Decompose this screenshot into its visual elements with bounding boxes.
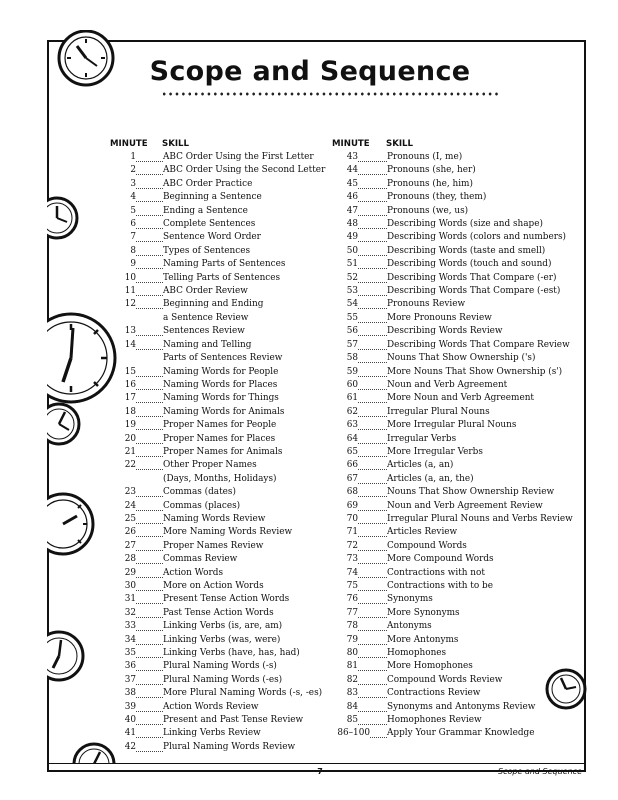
dot-leader bbox=[136, 723, 163, 725]
skill-name: More Pronouns Review bbox=[387, 312, 492, 323]
page-number: 7 bbox=[317, 767, 323, 776]
minute-number: 1 bbox=[130, 152, 136, 162]
skill-name: Describing Words That Compare (-er) bbox=[387, 272, 557, 283]
dot-leader bbox=[136, 227, 163, 229]
dot-leader bbox=[358, 576, 387, 578]
minute-number: 25 bbox=[124, 513, 136, 524]
dot-leader bbox=[358, 294, 387, 296]
minute-number: 45 bbox=[346, 178, 358, 189]
footer-rule bbox=[47, 763, 586, 764]
skill-name: ABC Order Using the Second Letter bbox=[163, 165, 326, 176]
skill-name: Commas Review bbox=[163, 554, 238, 565]
dot-leader bbox=[358, 267, 387, 269]
skill-name: Proper Names for People bbox=[163, 420, 277, 431]
skill-name: Action Words Review bbox=[163, 701, 259, 712]
minute-number: 65 bbox=[346, 446, 358, 457]
minute-number: 62 bbox=[346, 406, 358, 417]
clock-icon bbox=[47, 628, 85, 684]
skill-name: Irregular Plural Nouns and Verbs Review bbox=[387, 513, 573, 524]
minute-number: 78 bbox=[346, 621, 358, 632]
skill-name: Naming Words for Places bbox=[163, 379, 278, 390]
minute-number: 4 bbox=[130, 192, 136, 203]
skill-name: Pronouns (he, him) bbox=[387, 178, 473, 189]
minute-number: 43 bbox=[346, 152, 358, 162]
skill-name: More Compound Words bbox=[387, 554, 494, 565]
skill-name: Nouns That Show Ownership ('s) bbox=[387, 353, 536, 364]
minute-number: 13 bbox=[124, 326, 136, 337]
minute-number: 84 bbox=[346, 701, 358, 712]
dot-leader bbox=[358, 200, 387, 202]
dot-leader bbox=[136, 334, 163, 336]
skill-name: Antonyms bbox=[387, 621, 432, 632]
dot-leader bbox=[358, 187, 387, 189]
minute-number: 23 bbox=[124, 487, 136, 498]
dot-leader bbox=[358, 348, 387, 350]
dot-leader bbox=[358, 240, 387, 242]
skill-name: Homophones bbox=[387, 648, 447, 659]
dot-leader bbox=[358, 710, 387, 712]
skill-name: Naming Parts of Sentences bbox=[163, 259, 286, 270]
dot-leader bbox=[136, 442, 163, 444]
skill-name: Nouns That Show Ownership Review bbox=[387, 487, 555, 498]
skill-name: Sentences Review bbox=[163, 326, 245, 337]
skill-name: Homophones Review bbox=[387, 715, 482, 726]
skill-name: Contractions Review bbox=[387, 688, 481, 699]
minute-number: 86–100 bbox=[337, 728, 370, 739]
minute-number: 19 bbox=[124, 420, 136, 431]
dot-leader bbox=[358, 629, 387, 631]
clock-icon bbox=[47, 400, 83, 448]
minute-number: 68 bbox=[346, 487, 358, 498]
minute-number: 46 bbox=[346, 192, 358, 203]
minute-number: 66 bbox=[346, 460, 358, 471]
skill-name: Pronouns (they, them) bbox=[387, 192, 487, 203]
skill-name: Commas (places) bbox=[163, 500, 241, 511]
skill-name: Beginning a Sentence bbox=[163, 192, 262, 203]
title-underline bbox=[161, 92, 499, 96]
minute-number: 85 bbox=[346, 715, 358, 726]
minute-number: 9 bbox=[130, 259, 136, 270]
minute-number: 54 bbox=[346, 299, 358, 310]
skill-name: Types of Sentences bbox=[163, 245, 251, 256]
skill-name: Ending a Sentence bbox=[163, 205, 248, 216]
clock-icon bbox=[544, 667, 588, 711]
skill-name: Synonyms bbox=[387, 594, 433, 605]
skill-name: Articles (a, an, the) bbox=[387, 473, 474, 484]
skill-name: Linking Verbs (was, were) bbox=[163, 634, 281, 645]
dot-leader bbox=[358, 227, 387, 229]
dot-leader bbox=[358, 415, 387, 417]
skill-name: Plural Naming Words (-s) bbox=[163, 661, 277, 672]
minute-number: 18 bbox=[124, 406, 136, 417]
minute-number: 36 bbox=[124, 661, 136, 672]
minute-number: 34 bbox=[124, 634, 136, 645]
skill-name: Contractions with to be bbox=[387, 581, 493, 591]
skill-name: Proper Names Review bbox=[163, 540, 264, 551]
skill-name: More Synonyms bbox=[387, 607, 460, 618]
dot-leader bbox=[136, 696, 163, 698]
skill-name: More Homophones bbox=[387, 661, 473, 672]
dot-leader bbox=[136, 589, 163, 591]
skill-name: ABC Order Review bbox=[163, 286, 248, 297]
skill-name: Pronouns (she, her) bbox=[387, 165, 476, 176]
dot-leader bbox=[358, 254, 387, 256]
minute-number: 49 bbox=[346, 232, 358, 243]
dot-leader bbox=[136, 643, 163, 645]
minute-number: 20 bbox=[124, 433, 136, 444]
dot-leader bbox=[358, 616, 387, 618]
skill-name: More Irregular Verbs bbox=[387, 446, 483, 457]
dot-leader bbox=[358, 482, 387, 484]
skill-name-continued: a Sentence Review bbox=[163, 312, 249, 323]
skill-name: Sentence Word Order bbox=[163, 232, 261, 243]
skill-name: Plural Naming Words Review bbox=[163, 741, 296, 752]
dot-leader bbox=[358, 468, 387, 470]
minute-number: 74 bbox=[346, 567, 358, 578]
minute-number: 73 bbox=[346, 554, 358, 565]
dot-leader bbox=[358, 509, 387, 511]
skill-name-continued: Parts of Sentences Review bbox=[163, 353, 283, 364]
dot-leader bbox=[358, 669, 387, 671]
skill-name: More Antonyms bbox=[387, 634, 459, 645]
minute-number: 16 bbox=[124, 379, 136, 390]
skill-name: Naming Words Review bbox=[163, 513, 266, 524]
dot-leader bbox=[358, 281, 387, 283]
skill-name: Commas (dates) bbox=[163, 487, 236, 498]
minute-number: 67 bbox=[346, 473, 358, 484]
minute-number: 57 bbox=[346, 339, 358, 350]
skill-name: Beginning and Ending bbox=[163, 299, 264, 310]
minute-number: 10 bbox=[124, 272, 136, 283]
skill-name: Linking Verbs Review bbox=[163, 728, 261, 739]
dot-leader bbox=[136, 401, 163, 403]
dot-leader bbox=[136, 375, 163, 377]
skill-name: Present Tense Action Words bbox=[163, 594, 290, 605]
skill-name: Other Proper Names bbox=[163, 460, 257, 471]
dot-leader bbox=[136, 710, 163, 712]
minute-number: 29 bbox=[124, 567, 136, 578]
skill-name: Describing Words Review bbox=[387, 326, 503, 337]
minute-number: 76 bbox=[346, 594, 358, 605]
skill-name: Irregular Plural Nouns bbox=[387, 406, 490, 417]
dot-leader bbox=[136, 602, 163, 604]
dot-leader bbox=[358, 173, 387, 175]
page-title: Scope and Sequence bbox=[149, 56, 471, 87]
dot-leader bbox=[136, 187, 163, 189]
dot-leader bbox=[136, 468, 163, 470]
minute-number: 61 bbox=[346, 393, 358, 404]
skill-name: ABC Order Using the First Letter bbox=[163, 152, 314, 162]
dot-leader bbox=[136, 736, 163, 738]
dot-leader bbox=[136, 200, 163, 202]
skill-name: Compound Words Review bbox=[387, 674, 503, 685]
minute-number: 11 bbox=[124, 286, 136, 297]
minute-number: 17 bbox=[124, 393, 136, 404]
skill-name: Compound Words bbox=[387, 540, 467, 551]
dot-leader bbox=[136, 629, 163, 631]
skill-name: Action Words bbox=[163, 567, 224, 578]
dot-leader bbox=[358, 589, 387, 591]
minute-number: 80 bbox=[346, 648, 358, 659]
skill-name: Complete Sentences bbox=[163, 219, 256, 230]
minute-number: 82 bbox=[346, 674, 358, 685]
minute-number: 71 bbox=[346, 527, 358, 538]
minute-number: 21 bbox=[124, 446, 136, 457]
dot-leader bbox=[136, 549, 163, 551]
skill-name: Present and Past Tense Review bbox=[163, 715, 304, 726]
clock-icon bbox=[47, 490, 95, 558]
minute-number: 6 bbox=[130, 219, 136, 230]
minute-number: 56 bbox=[346, 326, 358, 337]
dot-leader bbox=[136, 415, 163, 417]
skill-name: Naming Words for People bbox=[163, 366, 279, 377]
dot-leader bbox=[136, 348, 163, 350]
skill-name: Describing Words (touch and sound) bbox=[387, 259, 552, 270]
skill-name: Apply Your Grammar Knowledge bbox=[387, 728, 535, 739]
dot-leader bbox=[358, 522, 387, 524]
minute-number: 72 bbox=[346, 540, 358, 551]
skill-name: Past Tense Action Words bbox=[163, 607, 274, 618]
dot-leader bbox=[358, 160, 387, 162]
minute-number: 14 bbox=[124, 339, 136, 350]
dot-leader bbox=[136, 683, 163, 685]
clock-icon bbox=[47, 194, 81, 242]
dot-leader bbox=[136, 254, 163, 256]
dot-leader bbox=[358, 602, 387, 604]
skill-name: Naming and Telling bbox=[163, 339, 252, 350]
minute-number: 40 bbox=[124, 715, 136, 726]
skill-name: Describing Words (size and shape) bbox=[387, 219, 543, 230]
minute-number: 7 bbox=[130, 232, 136, 243]
minute-number: 47 bbox=[346, 205, 358, 216]
dot-leader bbox=[136, 522, 163, 524]
dot-leader bbox=[358, 455, 387, 457]
dot-leader bbox=[358, 334, 387, 336]
minute-number: 5 bbox=[130, 205, 136, 216]
dot-leader bbox=[136, 214, 163, 216]
minute-number: 12 bbox=[124, 299, 136, 310]
skill-name-continued: (Days, Months, Holidays) bbox=[163, 473, 277, 484]
dot-leader bbox=[136, 669, 163, 671]
skill-name: More Irregular Plural Nouns bbox=[387, 420, 517, 431]
minute-number: 38 bbox=[124, 688, 136, 699]
minute-number: 41 bbox=[124, 728, 136, 739]
skill-name: Describing Words (taste and smell) bbox=[387, 245, 546, 256]
skill-name: Synonyms and Antonyms Review bbox=[387, 701, 536, 712]
minute-number: 58 bbox=[346, 353, 358, 364]
skill-name: Linking Verbs (is, are, am) bbox=[163, 621, 283, 632]
dot-leader bbox=[358, 214, 387, 216]
dot-leader bbox=[136, 576, 163, 578]
dot-leader bbox=[358, 723, 387, 725]
dot-leader bbox=[358, 535, 387, 537]
skill-name: Pronouns (I, me) bbox=[387, 152, 463, 162]
dot-leader bbox=[136, 240, 163, 242]
dot-leader bbox=[136, 495, 163, 497]
minute-number: 52 bbox=[346, 272, 358, 283]
dot-leader bbox=[136, 616, 163, 618]
dot-leader bbox=[358, 388, 387, 390]
dot-leader bbox=[358, 442, 387, 444]
dot-leader bbox=[358, 656, 387, 658]
dot-leader bbox=[358, 361, 387, 363]
minute-number: 39 bbox=[124, 701, 136, 712]
dot-leader bbox=[358, 321, 387, 323]
minute-number: 44 bbox=[346, 165, 358, 176]
dot-leader bbox=[136, 307, 163, 309]
skill-name: Contractions with not bbox=[387, 567, 485, 578]
minute-number: 31 bbox=[124, 594, 136, 605]
minute-number: 8 bbox=[130, 245, 136, 256]
dot-leader bbox=[136, 388, 163, 390]
minute-number: 22 bbox=[124, 460, 136, 471]
minute-number: 64 bbox=[346, 433, 358, 444]
skill-name: Naming Words for Animals bbox=[163, 406, 285, 417]
dot-leader bbox=[136, 281, 163, 283]
skill-name: More on Action Words bbox=[163, 581, 264, 591]
skill-name: Describing Words That Compare Review bbox=[387, 339, 570, 350]
dot-leader bbox=[358, 307, 387, 309]
minute-number: 42 bbox=[124, 741, 136, 752]
dot-leader bbox=[358, 696, 387, 698]
skill-name: Plural Naming Words (-es) bbox=[163, 674, 283, 685]
dot-leader bbox=[136, 294, 163, 296]
skill-name: Noun and Verb Agreement Review bbox=[387, 500, 543, 511]
dot-leader bbox=[136, 562, 163, 564]
minute-number: 70 bbox=[346, 513, 358, 524]
minute-number: 59 bbox=[346, 366, 358, 377]
minute-number: 26 bbox=[124, 527, 136, 538]
skill-name: ABC Order Practice bbox=[163, 178, 253, 189]
minute-number: 50 bbox=[346, 245, 358, 256]
skill-name: Proper Names for Places bbox=[163, 433, 276, 444]
dot-leader bbox=[370, 736, 387, 738]
skill-name: Linking Verbs (have, has, had) bbox=[163, 648, 300, 659]
dot-leader bbox=[358, 401, 387, 403]
minute-number: 60 bbox=[346, 379, 358, 390]
skill-header: SKILL bbox=[162, 139, 189, 149]
dot-leader bbox=[358, 562, 387, 564]
minute-number: 3 bbox=[130, 178, 136, 189]
minute-number: 32 bbox=[124, 607, 136, 618]
skill-name: Naming Words for Things bbox=[163, 393, 279, 404]
minute-number: 77 bbox=[346, 607, 358, 618]
skill-name: Pronouns (we, us) bbox=[387, 205, 469, 216]
skill-name: Telling Parts of Sentences bbox=[163, 272, 281, 283]
dot-leader bbox=[358, 643, 387, 645]
minute-number: 2 bbox=[130, 165, 136, 176]
dot-leader bbox=[136, 173, 163, 175]
minute-number: 81 bbox=[346, 661, 358, 672]
dot-leader bbox=[136, 535, 163, 537]
minute-number: 15 bbox=[124, 366, 136, 377]
dot-leader bbox=[358, 683, 387, 685]
skill-name: Irregular Verbs bbox=[387, 433, 457, 444]
skill-name: Describing Words (colors and numbers) bbox=[387, 232, 566, 243]
minute-number: 69 bbox=[346, 500, 358, 511]
dot-leader bbox=[358, 549, 387, 551]
footer-title: Scope and Sequence bbox=[498, 767, 582, 776]
minute-number: 83 bbox=[346, 688, 358, 699]
minute-number: 63 bbox=[346, 420, 358, 431]
minute-number: 35 bbox=[124, 648, 136, 659]
minute-number: 37 bbox=[124, 674, 136, 685]
minute-number: 53 bbox=[346, 286, 358, 297]
dot-leader bbox=[358, 375, 387, 377]
skill-name: More Noun and Verb Agreement bbox=[387, 393, 534, 404]
skill-header: SKILL bbox=[386, 139, 413, 149]
skill-name: Noun and Verb Agreement bbox=[387, 379, 508, 390]
minute-header: MINUTE bbox=[332, 139, 370, 149]
skill-name: Articles (a, an) bbox=[387, 460, 454, 471]
minute-number: 24 bbox=[124, 500, 136, 511]
skill-name: More Nouns That Show Ownership (s') bbox=[387, 366, 563, 377]
minute-number: 30 bbox=[124, 581, 136, 591]
dot-leader bbox=[136, 455, 163, 457]
skill-name: Pronouns Review bbox=[387, 299, 466, 310]
minute-number: 27 bbox=[124, 540, 136, 551]
minute-number: 55 bbox=[346, 312, 358, 323]
minute-number: 48 bbox=[346, 219, 358, 230]
skill-name: Proper Names for Animals bbox=[163, 446, 283, 457]
dot-leader bbox=[136, 750, 163, 752]
skill-name: More Plural Naming Words (-s, -es) bbox=[163, 688, 323, 699]
minute-number: 28 bbox=[124, 554, 136, 565]
dot-leader bbox=[358, 428, 387, 430]
dot-leader bbox=[136, 160, 163, 162]
skill-name: More Naming Words Review bbox=[163, 527, 293, 538]
dot-leader bbox=[136, 656, 163, 658]
minute-number: 79 bbox=[346, 634, 358, 645]
minute-number: 51 bbox=[346, 259, 358, 270]
skill-name: Articles Review bbox=[387, 527, 458, 538]
dot-leader bbox=[358, 495, 387, 497]
minute-number: 75 bbox=[346, 581, 358, 591]
minute-number: 33 bbox=[124, 621, 136, 632]
dot-leader bbox=[136, 428, 163, 430]
skill-name: Describing Words That Compare (-est) bbox=[387, 286, 561, 297]
minute-header: MINUTE bbox=[110, 139, 148, 149]
dot-leader bbox=[136, 509, 163, 511]
dot-leader bbox=[136, 267, 163, 269]
